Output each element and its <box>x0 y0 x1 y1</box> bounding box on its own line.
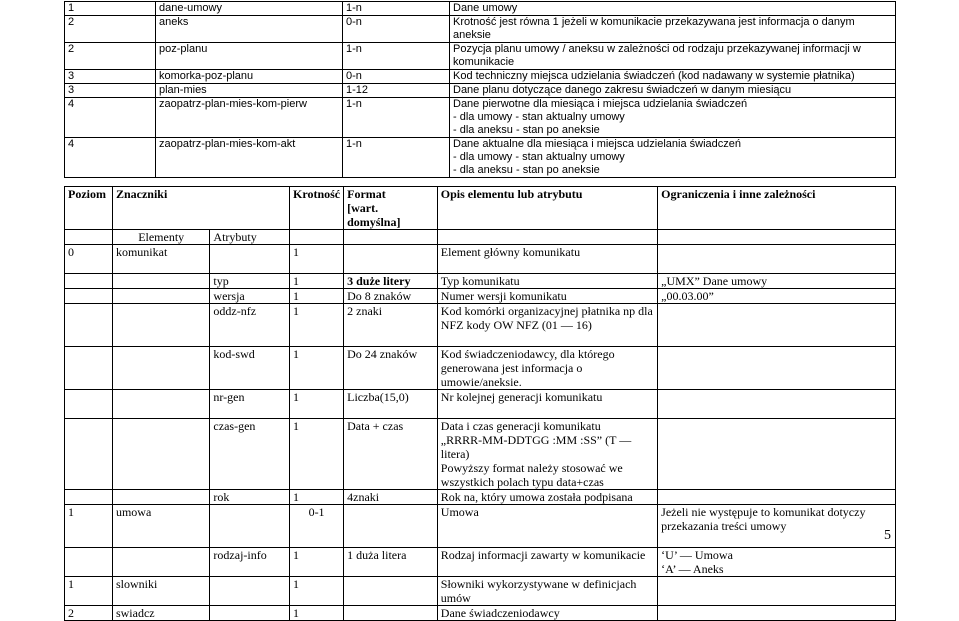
row-rodzaj-info <box>65 548 896 577</box>
card-cell: 1 <box>290 577 344 606</box>
desc-cell: Dane planu dotyczące danego zakresu świadczeń w danym miesiącu <box>450 84 896 98</box>
level-cell: 1 <box>65 577 113 606</box>
header-opis: Opis elementu lub atrybutu <box>437 187 657 230</box>
constraint-cell: Jeżeli nie występuje to komunikat dotyczy przekazania treści umowy <box>658 505 896 534</box>
card-cell: 1-n <box>343 43 450 70</box>
row-czas-gen <box>65 419 896 490</box>
card-cell: 1 <box>290 289 344 304</box>
page-number: 5 <box>884 528 891 543</box>
card-cell: 1-12 <box>343 84 450 98</box>
summary-row <box>65 70 896 84</box>
row-oddz-nfz <box>65 304 896 333</box>
desc-cell: Dane aktualne dla miesiąca i miejsca udzielania świadczeń - dla umowy - stan aktualny umowy - dla aneksu - stan po aneksie <box>450 138 896 178</box>
row-kod-swd <box>65 347 896 390</box>
format-cell: 3 duże litery <box>344 274 438 289</box>
format-cell: Do 8 znaków <box>344 289 438 304</box>
card-cell: 1 <box>290 274 344 289</box>
constraint-cell: „UMX” Dane umowy <box>658 274 896 289</box>
attr-cell: rodzaj-info <box>210 548 290 577</box>
level-cell: 3 <box>65 84 156 98</box>
attr-cell: oddz-nfz <box>210 304 290 333</box>
attr-cell: typ <box>210 274 290 289</box>
desc-cell: Kod komórki organizacyjnej płatnika np dla NFZ kody OW NFZ (01 — 16) <box>437 304 657 333</box>
name-cell: plan-mies <box>156 84 343 98</box>
attr-cell: czas-gen <box>210 419 290 490</box>
subheader-row <box>65 230 896 245</box>
name-cell: dane-umowy <box>156 2 343 16</box>
name-cell: aneks <box>156 16 343 43</box>
card-cell: 1 <box>290 419 344 490</box>
desc-cell: Rok na, który umowa została podpisana <box>437 490 657 505</box>
attr-cell: rok <box>210 490 290 505</box>
row-typ <box>65 274 896 289</box>
level-cell: 4 <box>65 98 156 138</box>
header-poziom: Poziom <box>65 187 113 230</box>
desc-cell: Dane umowy <box>450 2 896 16</box>
row-rok <box>65 490 896 505</box>
level-cell: 1 <box>65 2 156 16</box>
desc-cell: Numer wersji komunikatu <box>437 289 657 304</box>
row-swiadcz <box>65 606 896 621</box>
summary-row <box>65 84 896 98</box>
card-cell: 1 <box>290 245 344 260</box>
card-cell: 1 <box>290 490 344 505</box>
desc-cell: Dane pierwotne dla miesiąca i miejsca udzielania świadczeń - dla umowy - stan aktualny umowy - dla aneksu - stan po aneksie <box>450 98 896 138</box>
format-cell: 4znaki <box>344 490 438 505</box>
header-ograniczenia: Ograniczenia i inne zależności <box>658 187 896 230</box>
format-cell: Data + czas <box>344 419 438 490</box>
card-cell: 0-n <box>343 16 450 43</box>
header-format: Format [wart. domyślna] <box>344 187 438 230</box>
row-umowa <box>65 505 896 534</box>
card-cell: 1 <box>290 304 344 333</box>
card-cell: 1 <box>290 606 344 621</box>
summary-row <box>65 2 896 16</box>
level-cell: 3 <box>65 70 156 84</box>
row-wersja <box>65 289 896 304</box>
element-cell: umowa <box>112 505 209 534</box>
summary-row <box>65 138 896 178</box>
desc-cell: Dane świadczeniodawcy <box>437 606 657 621</box>
card-cell: 1-n <box>343 2 450 16</box>
row-nr-gen <box>65 390 896 405</box>
level-cell: 2 <box>65 43 156 70</box>
level-cell: 1 <box>65 505 113 534</box>
format-cell: 1 duża litera <box>344 548 438 577</box>
element-cell: komunikat <box>112 245 209 260</box>
element-summary-table <box>64 1 896 178</box>
desc-cell: Data i czas generacji komunikatu „RRRR-MM-DDTGG :MM :SS” (T — litera) Powyższy format należy stosować we wszystkich polach typu data+czas <box>437 419 657 490</box>
level-cell: 4 <box>65 138 156 178</box>
level-cell: 2 <box>65 606 113 621</box>
summary-row <box>65 43 896 70</box>
desc-cell: Kod techniczny miejsca udzielania świadczeń (kod nadawany w systemie płatnika) <box>450 70 896 84</box>
desc-cell: Element główny komunikatu <box>437 245 657 260</box>
format-cell: 2 znaki <box>344 304 438 333</box>
element-cell: slowniki <box>112 577 209 606</box>
subheader-elementy: Elementy <box>112 230 209 245</box>
header-row <box>65 187 896 230</box>
row-slowniki <box>65 577 896 606</box>
desc-cell: Umowa <box>437 505 657 534</box>
format-cell: Liczba(15,0) <box>344 390 438 405</box>
card-cell: 1-n <box>343 98 450 138</box>
element-spec-table <box>64 186 896 621</box>
desc-cell: Rodzaj informacji zawarty w komunikacie <box>437 548 657 577</box>
header-znaczniki: Znaczniki <box>112 187 289 230</box>
name-cell: zaopatrz-plan-mies-kom-pierw <box>156 98 343 138</box>
card-cell: 1 <box>290 390 344 405</box>
desc-cell: Słowniki wykorzystywane w definicjach umów <box>437 577 657 606</box>
name-cell: zaopatrz-plan-mies-kom-akt <box>156 138 343 178</box>
desc-cell: Krotność jest równa 1 jeżeli w komunikacie przekazywana jest informacja o danym aneksie <box>450 16 896 43</box>
subheader-atrybuty: Atrybuty <box>210 230 290 245</box>
desc-cell: Pozycja planu umowy / aneksu w zależności od rodzaju przekazywanej informacji w komunikacie <box>450 43 896 70</box>
format-cell: Do 24 znaków <box>344 347 438 390</box>
desc-cell: Nr kolejnej generacji komunikatu <box>437 390 657 405</box>
card-cell: 0-1 <box>290 505 344 534</box>
summary-row <box>65 98 896 138</box>
card-cell: 1-n <box>343 138 450 178</box>
name-cell: poz-planu <box>156 43 343 70</box>
name-cell: komorka-poz-planu <box>156 70 343 84</box>
level-cell: 0 <box>65 245 113 260</box>
header-krotnosc: Krotność <box>290 187 344 230</box>
element-cell: swiadcz <box>112 606 209 621</box>
attr-cell: nr-gen <box>210 390 290 405</box>
constraint-cell: „00.03.00” <box>658 289 896 304</box>
summary-row <box>65 16 896 43</box>
desc-cell: Kod świadczeniodawcy, dla którego generowana jest informacja o umowie/aneksie. <box>437 347 657 390</box>
level-cell: 2 <box>65 16 156 43</box>
constraint-cell: ‘U’ — Umowa ‘A’ — Aneks <box>658 548 896 577</box>
card-cell: 0-n <box>343 70 450 84</box>
attr-cell: wersja <box>210 289 290 304</box>
desc-cell: Typ komunikatu <box>437 274 657 289</box>
card-cell: 1 <box>290 548 344 577</box>
row-komunikat <box>65 245 896 260</box>
card-cell: 1 <box>290 347 344 390</box>
attr-cell: kod-swd <box>210 347 290 390</box>
